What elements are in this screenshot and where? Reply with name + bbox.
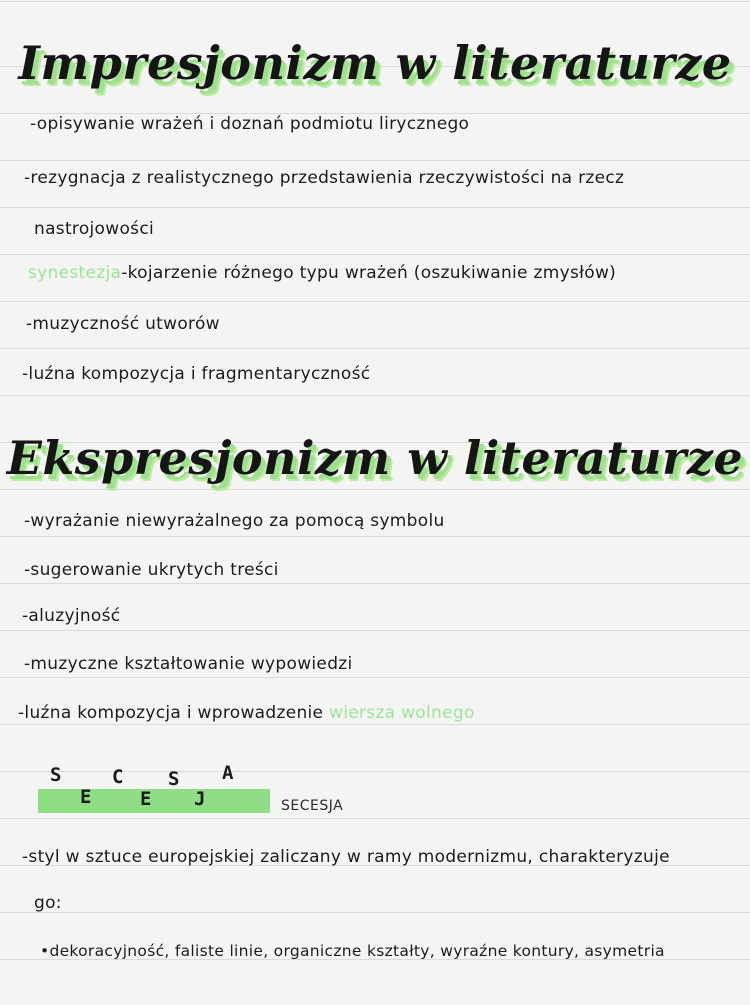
list-item: -aluzyjność (22, 606, 121, 626)
letter-j: J (194, 788, 206, 810)
list-item: go: (34, 893, 62, 913)
list-item: -muzyczne kształtowanie wypowiedzi (24, 654, 353, 674)
letter-e: E (80, 786, 92, 808)
list-item: nastrojowości (34, 219, 154, 239)
letter-e: E (140, 788, 152, 810)
decorative-secesja-letters (50, 760, 270, 820)
heading-impresjonizm: Impresjonizm w literaturze (18, 36, 732, 90)
secesja-label: SECESJA (281, 798, 344, 814)
letter-s: S (168, 768, 180, 790)
list-item-synestezja (28, 263, 616, 283)
list-item: -rezygnacja z realistycznego przedstawienia rzeczywistości na rzecz (24, 168, 625, 188)
letter-c: C (112, 766, 124, 788)
highlighted-term: wiersza wolnego (329, 703, 475, 723)
highlighted-term: synestezja (28, 263, 122, 283)
list-item: -luźna kompozycja i fragmentaryczność (22, 364, 371, 384)
letter-s: S (50, 764, 62, 786)
list-item-text: -luźna kompozycja i wprowadzenie (18, 703, 324, 723)
list-item: •dekoracyjność, faliste linie, organiczne kształty, wyraźne kontury, asymetria (40, 942, 665, 960)
list-item-wiersz (18, 703, 475, 723)
letter-a: A (222, 762, 234, 784)
list-item: -styl w sztuce europejskiej zaliczany w ramy modernizmu, charakteryzuje (22, 847, 670, 867)
list-item: -sugerowanie ukrytych treści (24, 560, 279, 580)
list-item: -muzyczność utworów (26, 314, 220, 334)
heading-ekspresjonizm: Ekspresjonizm w literaturze (6, 431, 744, 485)
list-item: -opisywanie wrażeń i doznań podmiotu lirycznego (30, 114, 470, 134)
list-item: -wyrażanie niewyrażalnego za pomocą symbolu (24, 511, 445, 531)
list-item-text: -kojarzenie różnego typu wrażeń (oszukiwanie zmysłów) (121, 263, 617, 283)
